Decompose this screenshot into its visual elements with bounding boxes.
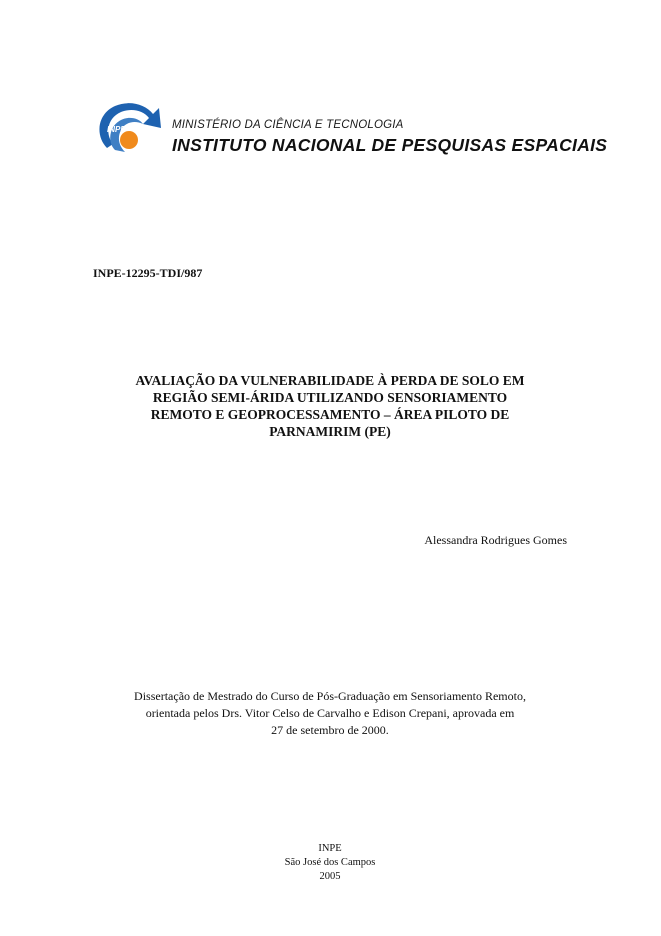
title-line: REGIÃO SEMI-ÁRIDA UTILIZANDO SENSORIAMENTO <box>152 390 508 405</box>
publication-footer <box>230 842 430 884</box>
inpe-logo-icon <box>93 100 165 162</box>
author-name: Alessandra Rodrigues Gomes <box>424 533 567 547</box>
title-line: PARNAMIRIM (PE) <box>269 424 391 439</box>
footer-institution: INPE <box>318 843 342 854</box>
footer-city: São José dos Campos <box>284 857 376 868</box>
title-line: REMOTO E GEOPROCESSAMENTO – ÁREA PILOTO DE <box>150 407 510 422</box>
description-line: Dissertação de Mestrado do Curso de Pós-Graduação em Sensoriamento Remoto, <box>134 689 526 703</box>
description-line: orientada pelos Drs. Vitor Celso de Carvalho e Edison Crepani, aprovada em <box>145 706 515 720</box>
dissertation-description <box>100 688 560 739</box>
document-title <box>90 372 570 440</box>
description-line: 27 de setembro de 2000. <box>271 723 389 737</box>
title-line: AVALIAÇÃO DA VULNERABILIDADE À PERDA DE SOLO EM <box>135 373 525 388</box>
svg-text:INPE: INPE <box>107 125 126 134</box>
institute-name: INSTITUTO NACIONAL DE PESQUISAS ESPACIAIS <box>172 135 608 155</box>
ministry-name: MINISTÉRIO DA CIÊNCIA E TECNOLOGIA <box>172 119 404 131</box>
footer-year: 2005 <box>319 871 341 882</box>
report-id: INPE-12295-TDI/987 <box>93 266 203 280</box>
institution-header <box>172 118 607 156</box>
